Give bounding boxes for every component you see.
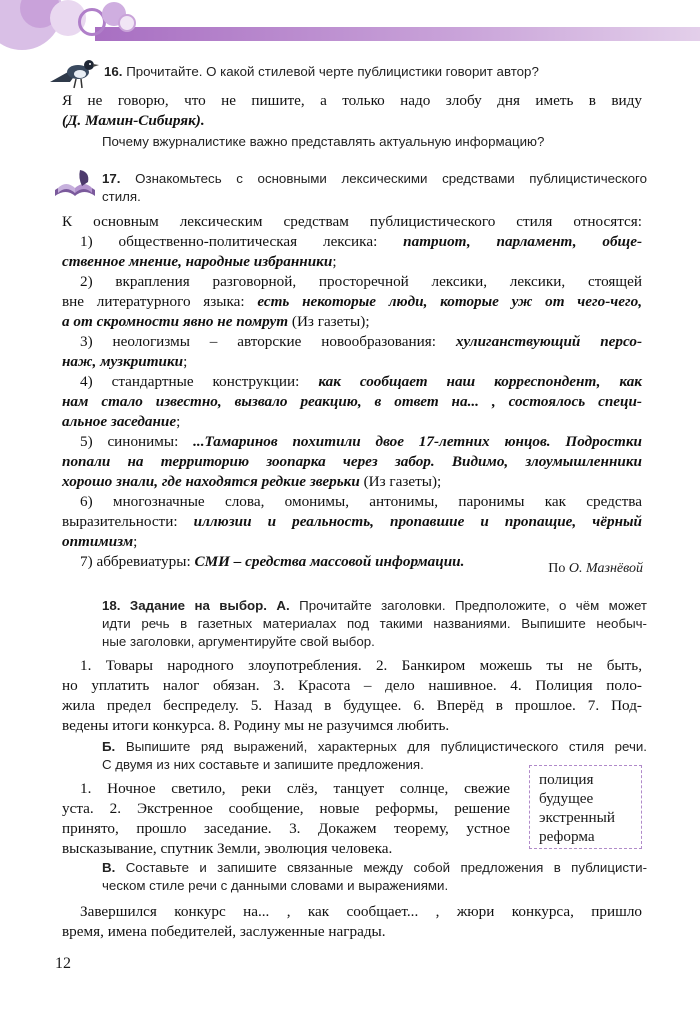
item-example: наж, музкритики: [62, 353, 184, 370]
headline-line: но уплатить налог обязан. 3. Красота – дело нашивное. 4. Полиция поло-: [62, 677, 642, 694]
expression-line: высказывание, спутник Земли, эволюция человека.: [62, 840, 393, 857]
item-text: 6) многозначные слова, омонимы, антонимы, паронимы как средства: [80, 493, 642, 510]
task-text: ные заголовки, аргументируйте свой выбор.: [102, 634, 375, 649]
task-text: Ознакомьтесь с основными лексическими средствами публицистического: [135, 171, 647, 186]
headline-line: ведены итоги конкурса. 8. Родину мы не разучимся любить.: [62, 717, 450, 734]
task-text: идти речь в газетных материалах под такими названиями. Выпишите необыч-: [102, 616, 647, 631]
item-example: оптимизм: [62, 533, 134, 550]
item-text: выразительности:: [62, 513, 178, 530]
item-example: а от скромности явно не помрут: [62, 313, 289, 330]
final-words: [62, 902, 642, 942]
headline-line: жила предел беспределу. 5. Назад в будущее. 6. Вперёд в прошлое. 7. Под-: [62, 697, 642, 714]
subtask-label: В.: [102, 860, 116, 875]
headline-line: 1. Товары народного злоупотребления. 2. Банкиром можешь ты не быть,: [80, 657, 642, 674]
task-text: Прочитайте заголовки. Предположите, о чём может: [299, 598, 647, 613]
item-example: как сообщает наш корреспондент, как: [318, 373, 643, 390]
word-item: будущее: [539, 790, 594, 807]
punct: ;: [183, 353, 188, 370]
header-bar: [95, 27, 700, 41]
page-number: 12: [55, 955, 71, 972]
item-example: есть некоторые люди, которые уж от чего-чего,: [257, 293, 642, 310]
task-18v-instruction: [102, 859, 647, 895]
headlines-list: [62, 656, 642, 736]
item-text: 7) аббревиатуры:: [80, 553, 191, 570]
task-17-instruction: [102, 170, 647, 206]
quote-author: (Д. Мамин-Сибиряк).: [62, 112, 205, 129]
item-example: нам стало известно, вызвало реакцию, в ответ на... , состоялось специ-: [62, 393, 642, 410]
item-text: 5) синонимы:: [80, 433, 179, 450]
task-number: 18. Задание на выбор.: [102, 598, 267, 613]
deco-circle: [118, 14, 136, 32]
task-number: 16.: [104, 64, 123, 79]
word-item: полиция: [539, 771, 594, 788]
task-text: ческом стиле речи с данными словами и выражениями.: [102, 878, 449, 893]
item-source: (Из газеты);: [363, 473, 442, 490]
punct: ;: [133, 533, 138, 550]
item-text: 4) стандартные конструкции:: [80, 373, 300, 390]
book-and-quill-icon: [52, 168, 98, 202]
item-text: 1) общественно-политическая лексика:: [80, 233, 378, 250]
item-example: хорошо знали, где находятся редкие зверьки: [62, 473, 360, 490]
task-text: С двумя из них составьте и запишите предложения.: [102, 757, 424, 772]
item-text: 3) неологизмы – авторские новообразования:: [80, 333, 436, 350]
subtask-label: А.: [276, 598, 290, 613]
item-example: ...Тамаринов похитили двое 17-летних юнцов. Подростки: [193, 433, 643, 450]
source-attribution: [548, 561, 643, 577]
word-box: [529, 765, 642, 849]
words-line: Завершился конкурс на... , как сообщает... , жюри конкурса, пришло: [80, 903, 642, 920]
task-text: стиля.: [102, 189, 141, 204]
item-example: альное заседание: [62, 413, 177, 430]
question-text: Почему вжурналистике важно представлять актуальную информацию?: [102, 134, 545, 149]
source-author: О. Мазнёвой: [568, 561, 643, 576]
task-text: Выпишите ряд выражений, характерных для публицистического стиля речи.: [125, 739, 647, 754]
words-line: время, имена победителей, заслуженные награды.: [62, 923, 386, 940]
task-16-quote: [62, 91, 642, 131]
punct: ;: [176, 413, 181, 430]
expression-line: принято, прошло заседание. 3. Докажем теорему, устное: [62, 820, 510, 837]
task-18-instruction: [102, 597, 647, 651]
task-text: Составьте и запишите связанные между собой предложения в публицисти-: [125, 860, 647, 875]
item-example: иллюзии и реальность, пропавшие и пропащие, чёрный: [193, 513, 642, 530]
subtask-label: Б.: [102, 739, 116, 754]
word-item: экстренный: [539, 809, 616, 826]
source-prefix: По: [548, 561, 566, 576]
task-17-body: [62, 212, 642, 572]
item-example: ственное мнение, народные избранники: [62, 253, 333, 270]
quote-text: Я не говорю, что не пишите, а только надо злобу дня иметь в виду: [62, 92, 642, 109]
expression-line: 1. Ночное светило, реки слёз, танцует солнце, свежие: [80, 780, 510, 797]
task-number: 17.: [102, 171, 121, 186]
expressions-list: [62, 779, 510, 859]
task-16-question: [102, 133, 647, 151]
item-text: вне литературного языка:: [62, 293, 245, 310]
item-source: (Из газеты);: [291, 313, 370, 330]
punct: ;: [332, 253, 337, 270]
magpie-bird-icon: [48, 52, 100, 94]
item-example: попали на территорию зоопарка через забор. Видимо, злоумышленники: [62, 453, 642, 470]
intro-line: К основным лексическим средствам публицистического стиля относятся:: [62, 213, 642, 230]
item-example: патриот, парламент, обще-: [403, 233, 643, 250]
expression-line: уста. 2. Экстренное сообщение, новые реформы, решение: [62, 800, 510, 817]
item-text: 2) вкрапления разговорной, просторечной лексики, лексики, стоящей: [80, 273, 642, 290]
task-16-instruction: [104, 63, 649, 81]
task-text: Прочитайте. О какой стилевой черте публицистики говорит автор?: [126, 64, 539, 79]
item-example: хулиганствующий персо-: [455, 333, 643, 350]
word-item: реформа: [539, 828, 595, 845]
item-example: СМИ – средства массовой информации.: [194, 553, 465, 570]
